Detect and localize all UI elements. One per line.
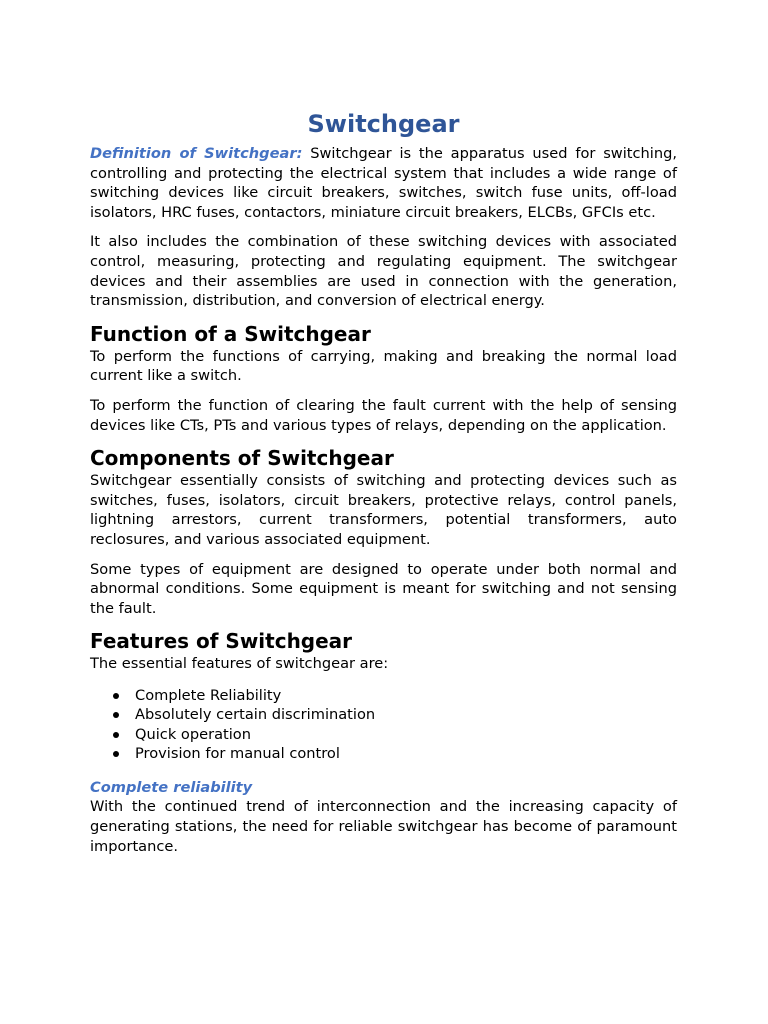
list-item: Provision for manual control [135, 744, 677, 764]
components-paragraph-1: Switchgear essentially consists of switching and protecting devices such as switches, fuses, isolators, circuit breakers, protective relays, control panels, lightning arrestors, current transformers, potential transformers, auto reclosures, and various associated equipment. [90, 472, 677, 548]
page-title: Switchgear [307, 110, 460, 138]
definition-text: Switchgear is the apparatus used for switching, controlling and protecting the electrical system that includes a wide range of switching devices like circuit breakers, switches, switch fuse units, off-load isolators, HRC fuses, contactors, miniature circuit breakers, ELCBs, GFCIs etc. [90, 145, 677, 221]
function-paragraph-2: To perform the function of clearing the fault current with the help of sensing devices like CTs, PTs and various types of relays, depending on the application. [90, 396, 677, 434]
list-item: Absolutely certain discrimination [135, 705, 677, 725]
intro-paragraph: It also includes the combination of these switching devices with associated control, measuring, protecting and regulating equipment. The switchgear devices and their assemblies are used in connection with the generation, transmission, distribution, and conversion of electrical energy. [90, 233, 677, 310]
reliability-paragraph: With the continued trend of interconnection and the increasing capacity of generating stations, the need for reliable switchgear has become of paramount importance. [90, 798, 677, 855]
definition-lead: Definition of Switchgear: [90, 145, 303, 162]
features-list [90, 686, 677, 764]
document-body [90, 108, 677, 866]
features-heading: Features of Switchgear [90, 629, 353, 654]
components-paragraph-2: Some types of equipment are designed to operate under both normal and abnormal conditions. Some equipment is meant for switching and not sensing the fault. [90, 560, 677, 617]
reliability-subheading: Complete reliability [90, 778, 253, 796]
definition-paragraph [90, 144, 677, 222]
function-paragraph-1: To perform the functions of carrying, making and breaking the normal load current like a switch. [90, 347, 677, 385]
components-heading: Components of Switchgear [90, 446, 394, 471]
function-heading: Function of a Switchgear [90, 321, 371, 346]
features-intro: The essential features of switchgear are: [90, 655, 389, 673]
list-item: Quick operation [135, 725, 677, 745]
list-item: Complete Reliability [135, 686, 677, 706]
